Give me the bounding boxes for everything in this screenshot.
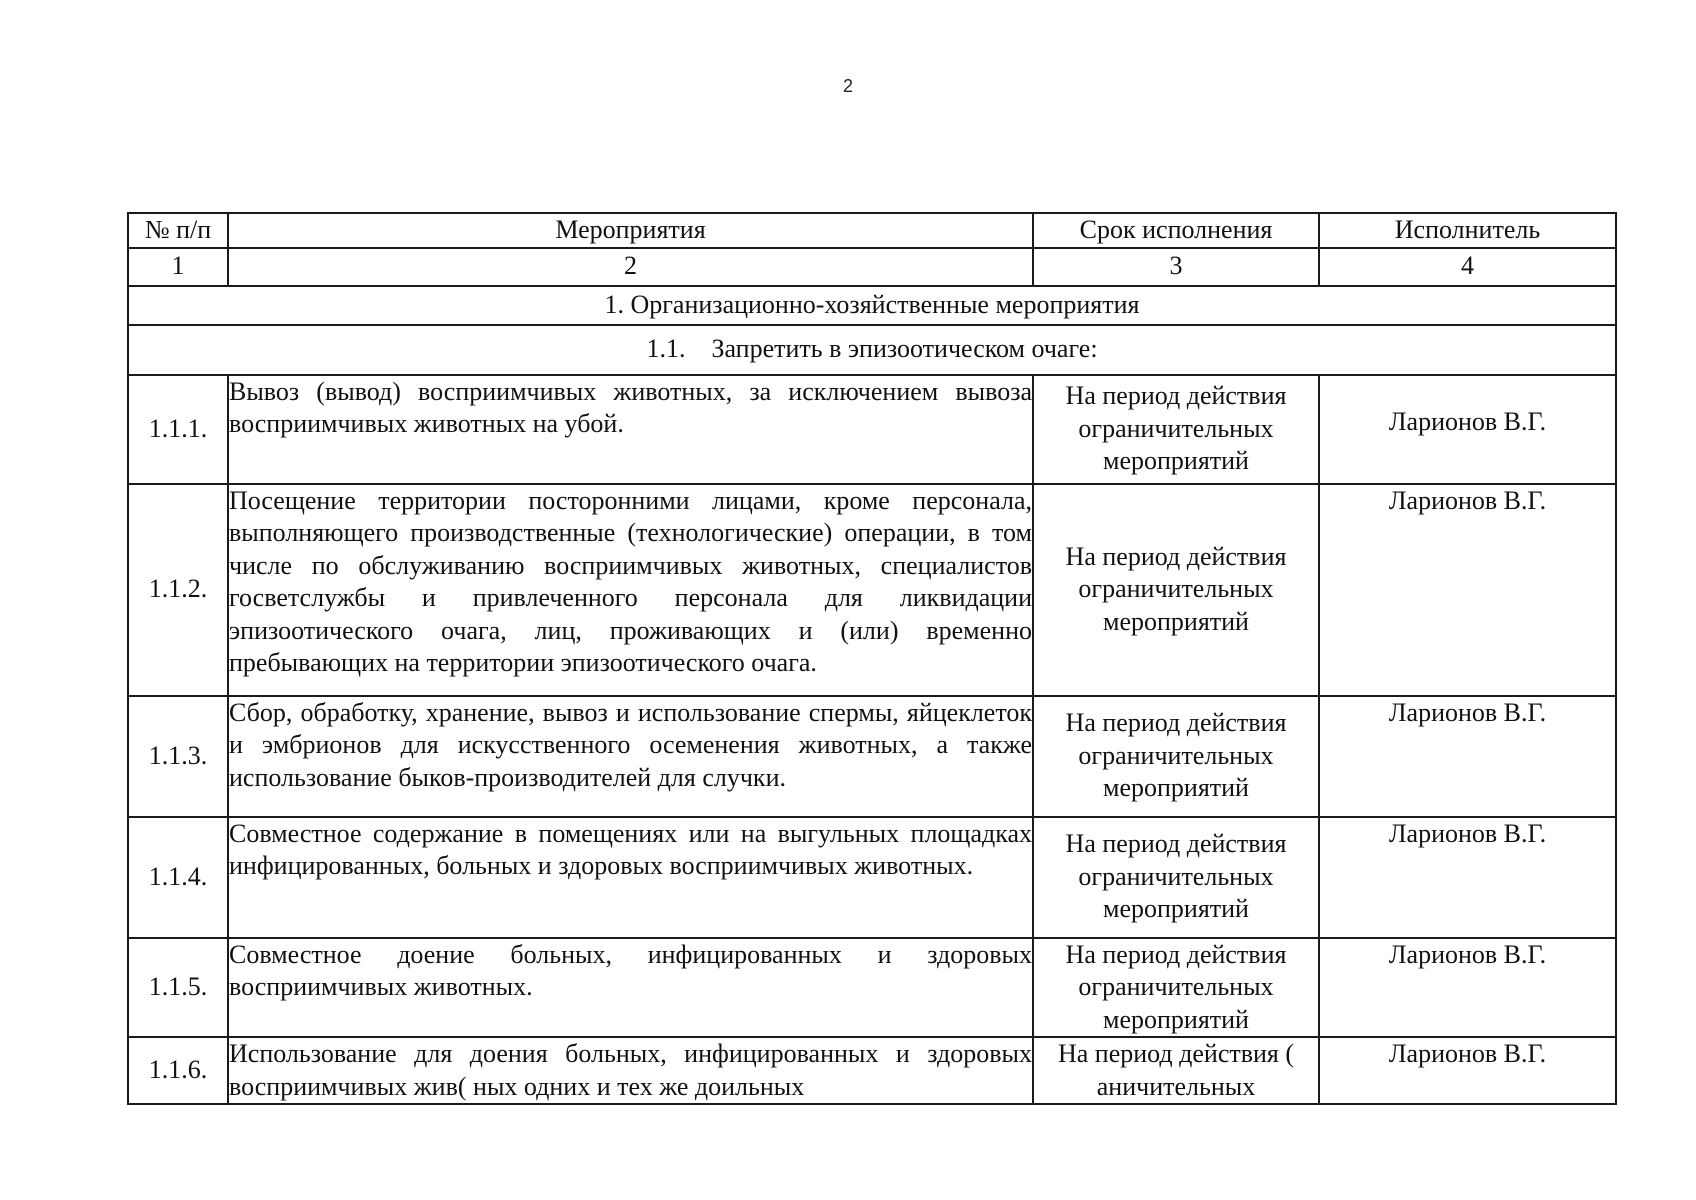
table-row bbox=[128, 938, 1616, 1038]
row-executor: Ларионов В.Г. bbox=[1319, 938, 1616, 1038]
row-measure: Сбор, обработку, хранение, вывоз и использование спермы, яйцеклеток и эмбрионов для искусственного осеменения животных, а также использование быков-производителей для случки. bbox=[228, 696, 1033, 817]
row-number: 1.1.4. bbox=[128, 817, 228, 938]
column-number: 1 bbox=[128, 248, 228, 286]
table-header-row bbox=[128, 213, 1616, 248]
page-number: 2 bbox=[842, 76, 853, 96]
section-row bbox=[128, 286, 1616, 325]
column-number: 3 bbox=[1033, 248, 1319, 286]
subsection-code: 1.1. bbox=[646, 334, 686, 364]
header-executor: Исполнитель bbox=[1319, 213, 1616, 248]
row-executor: Ларионов В.Г. bbox=[1319, 817, 1616, 938]
row-term: На период действия ограничительных мероприятий bbox=[1033, 938, 1319, 1038]
row-number: 1.1.3. bbox=[128, 696, 228, 817]
row-number: 1.1.2. bbox=[128, 484, 228, 696]
subsection-title: Запретить в эпизоотическом очаге: bbox=[711, 334, 1098, 364]
column-number-row bbox=[128, 248, 1616, 286]
row-executor: Ларионов В.Г. bbox=[1319, 375, 1616, 484]
row-executor: Ларионов В.Г. bbox=[1319, 484, 1616, 696]
table-row bbox=[128, 817, 1616, 938]
row-executor: Ларионов В.Г. bbox=[1319, 696, 1616, 817]
table-row bbox=[128, 375, 1616, 484]
table-row bbox=[128, 484, 1616, 696]
row-executor: Ларионов В.Г. bbox=[1319, 1037, 1616, 1104]
section-title: 1. Организационно-хозяйственные мероприятия bbox=[128, 286, 1616, 325]
row-term: На период действия ограничительных мероприятий bbox=[1033, 375, 1319, 484]
row-measure: Вывоз (вывод) восприимчивых животных, за исключением вывоза восприимчивых животных на убой. bbox=[228, 375, 1033, 484]
row-measure: Использование для доения больных, инфицированных и здоровых восприимчивых жив( ных одних и тех же доильных bbox=[228, 1037, 1033, 1104]
column-number: 4 bbox=[1319, 248, 1616, 286]
row-number: 1.1.6. bbox=[128, 1037, 228, 1104]
table-row bbox=[128, 696, 1616, 817]
row-term: На период действия ограничительных мероприятий bbox=[1033, 484, 1319, 696]
header-number: № п/п bbox=[128, 213, 228, 248]
table-row bbox=[128, 1037, 1616, 1104]
subsection-row bbox=[128, 325, 1616, 375]
row-number: 1.1.5. bbox=[128, 938, 228, 1038]
header-term: Срок исполнения bbox=[1033, 213, 1319, 248]
measures-table bbox=[127, 212, 1617, 1105]
row-term: На период действия ограничительных мероприятий bbox=[1033, 817, 1319, 938]
row-measure: Совместное содержание в помещениях или на выгульных площадках инфицированных, больных и здоровых восприимчивых животных. bbox=[228, 817, 1033, 938]
row-number: 1.1.1. bbox=[128, 375, 228, 484]
column-number: 2 bbox=[228, 248, 1033, 286]
row-measure: Посещение территории посторонними лицами, кроме персонала, выполняющего производственные (технологические) операции, в том числе по обслуживанию восприимчивых животных, специалистов госветслужбы и привлеченного персонала для ликвидации эпизоотического очага, лиц, проживающих и (или) временно пребывающих на территории эпизоотического очага. bbox=[228, 484, 1033, 696]
header-measures: Мероприятия bbox=[228, 213, 1033, 248]
row-measure: Совместное доение больных, инфицированных и здоровых восприимчивых животных. bbox=[228, 938, 1033, 1038]
row-term: На период действия ( аничительных bbox=[1033, 1037, 1319, 1104]
row-term: На период действия ограничительных мероприятий bbox=[1033, 696, 1319, 817]
subsection-heading bbox=[128, 325, 1616, 375]
